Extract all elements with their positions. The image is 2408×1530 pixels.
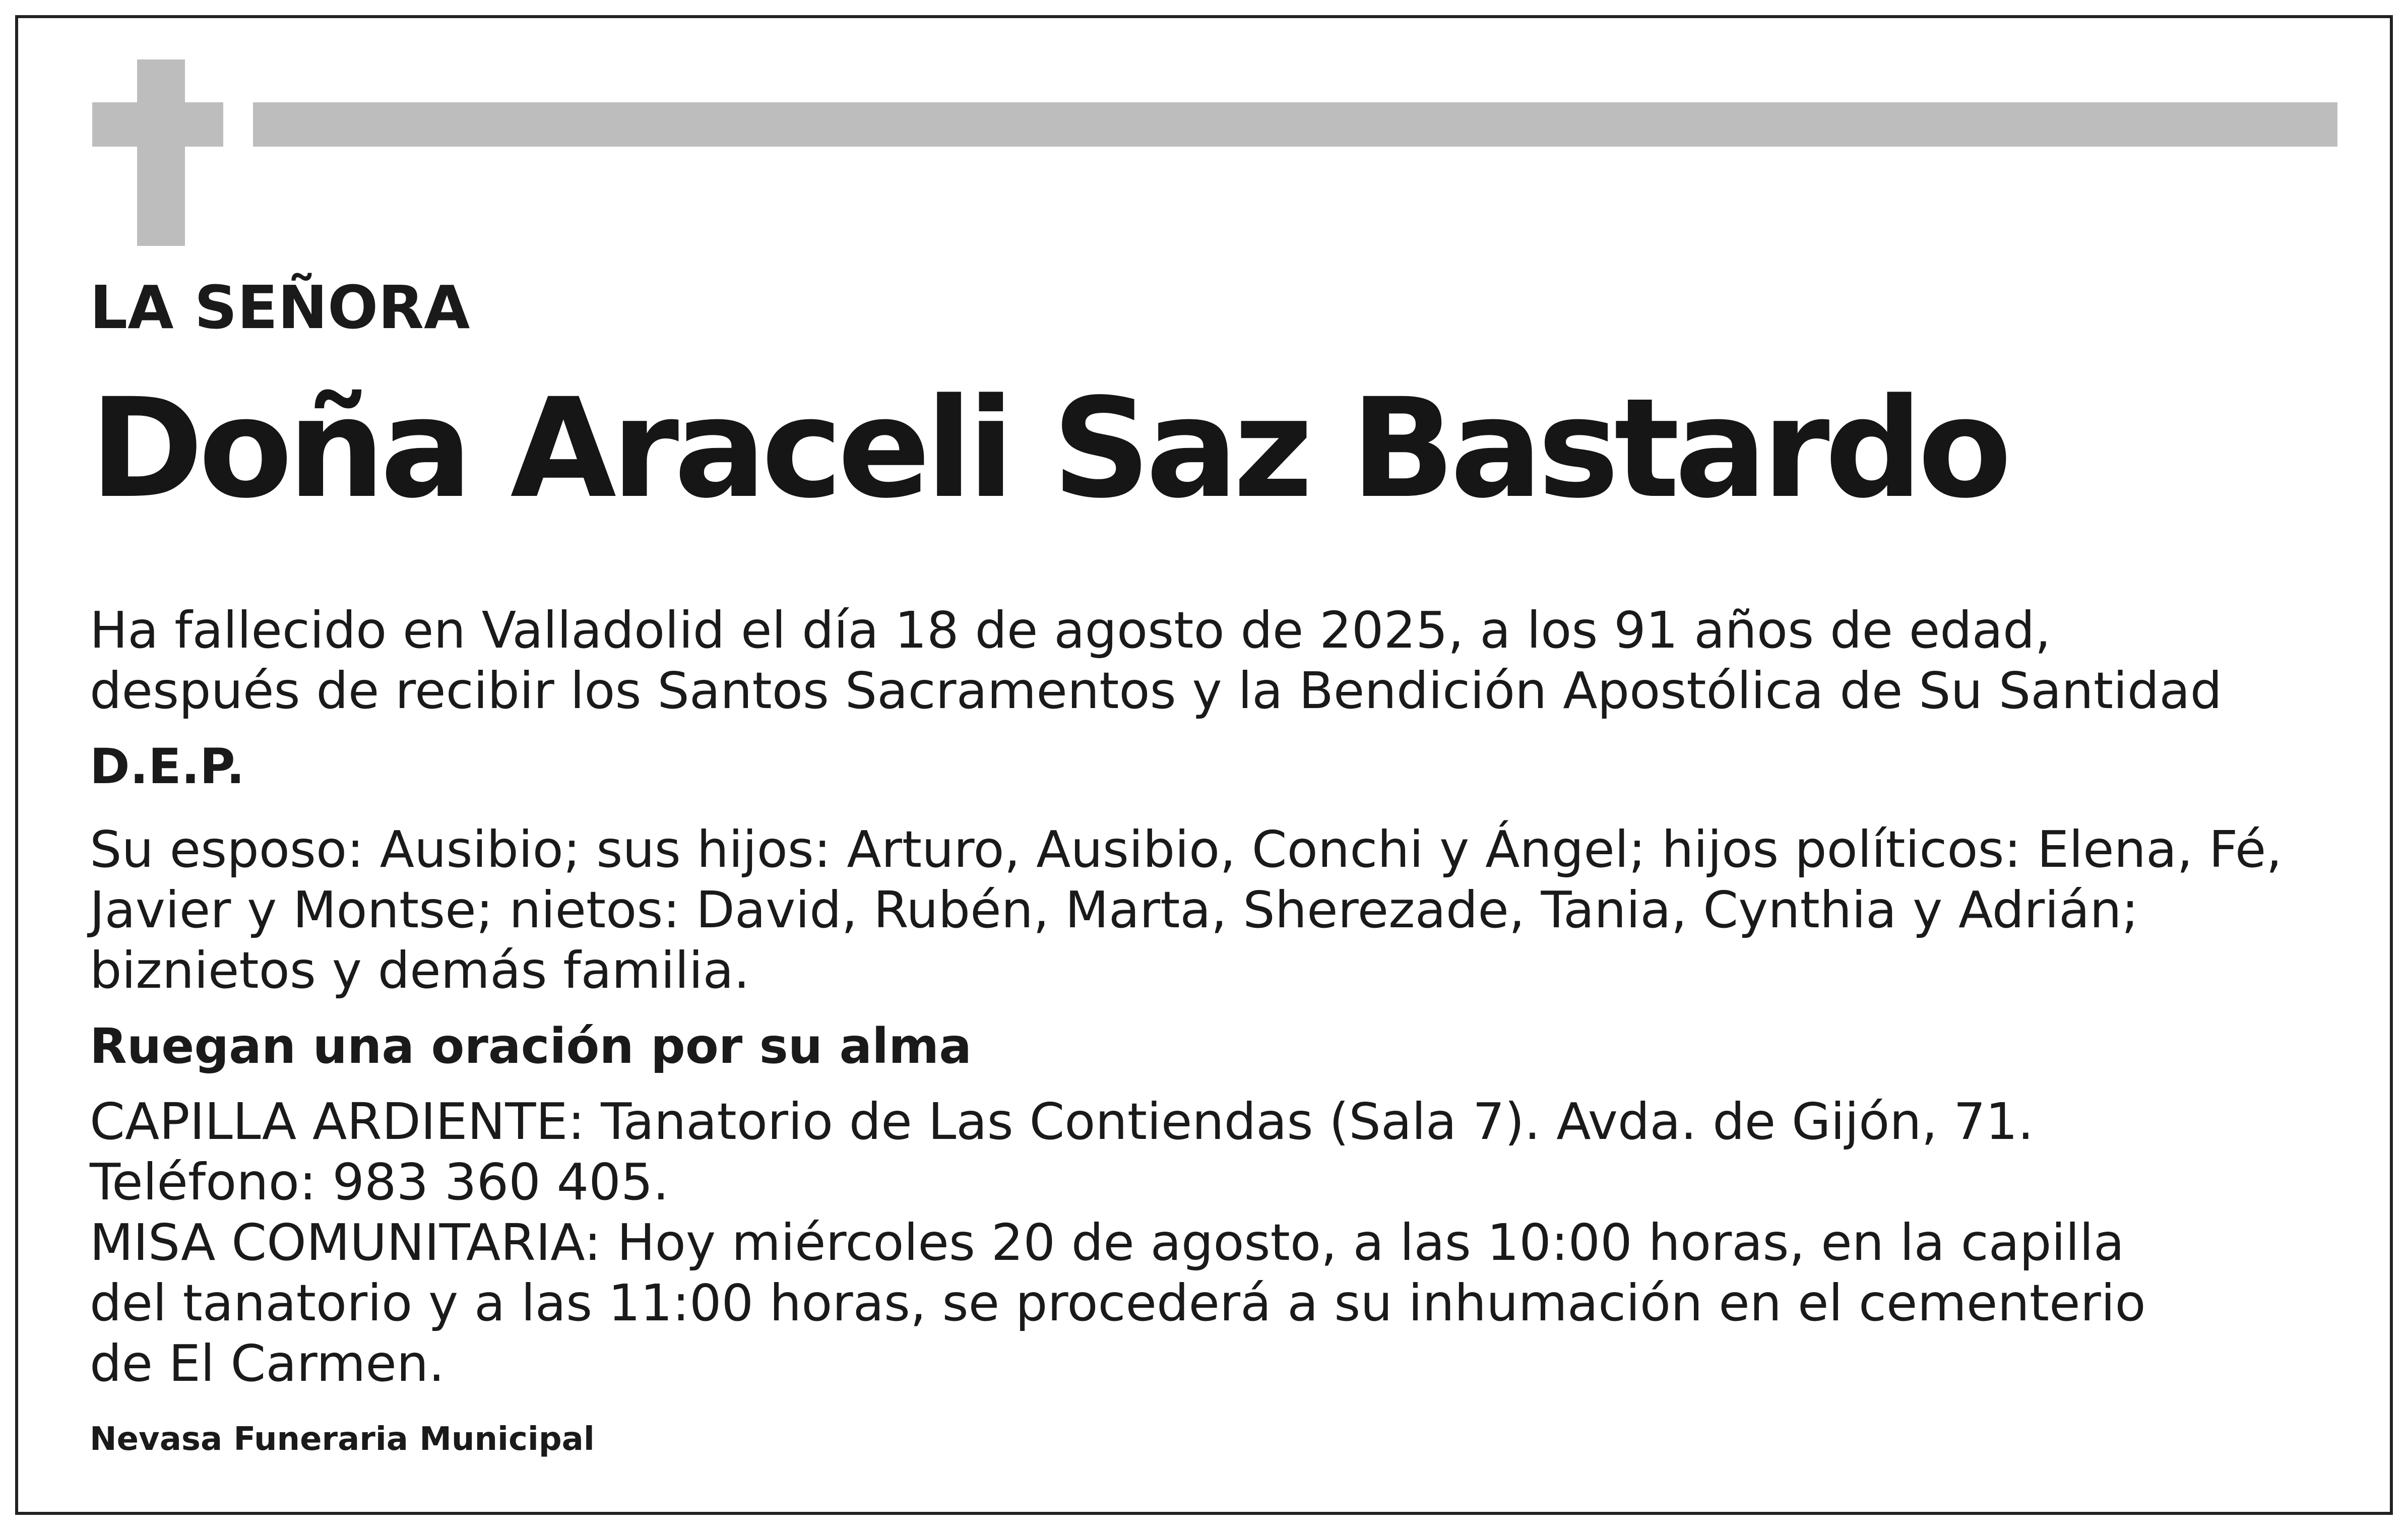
services-line: de El Carmen. <box>90 1333 445 1393</box>
dep-label: D.E.P. <box>90 738 245 795</box>
family-text <box>90 819 2307 1001</box>
services-text <box>90 1092 2307 1394</box>
services-line: Teléfono: 983 360 405. <box>90 1152 669 1212</box>
honorific: LA SEÑORA <box>90 273 470 342</box>
announcement-line: Ha fallecido en Valladolid el día 18 de agosto de 2025, a los 91 años de edad, <box>90 600 2051 660</box>
announcement-line: después de recibir los Santos Sacramentos y la Bendición Apostólica de Su Santidad <box>90 661 2223 720</box>
funeral-home-credit: Nevasa Funeraria Municipal <box>90 1420 595 1458</box>
cross-icon <box>137 59 185 246</box>
prayer-request: Ruegan una oración por su alma <box>90 1017 972 1074</box>
family-line: Javier y Montse; nietos: David, Rubén, Marta, Sherezade, Tania, Cynthia y Adrián; <box>90 880 2139 939</box>
obituary-content <box>90 272 2307 1459</box>
services-line: CAPILLA ARDIENTE: Tanatorio de Las Contiendas (Sala 7). Avda. de Gijón, 71. <box>90 1092 2034 1151</box>
cross-icon-arm <box>92 102 223 147</box>
services-line: MISA COMUNITARIA: Hoy miércoles 20 de agosto, a las 10:00 horas, en la capilla <box>90 1213 2125 1272</box>
family-line: Su esposo: Ausibio; sus hijos: Arturo, Ausibio, Conchi y Ángel; hijos políticos: Elena, Fé, <box>90 819 2283 879</box>
header-rule <box>253 102 2337 147</box>
family-line: biznietos y demás familia. <box>90 940 750 1000</box>
deceased-name: Doña Araceli Saz Bastardo <box>90 369 2007 529</box>
announcement-text <box>90 600 2307 721</box>
services-line: del tanatorio y a las 11:00 horas, se procederá a su inhumación en el cementerio <box>90 1273 2146 1332</box>
